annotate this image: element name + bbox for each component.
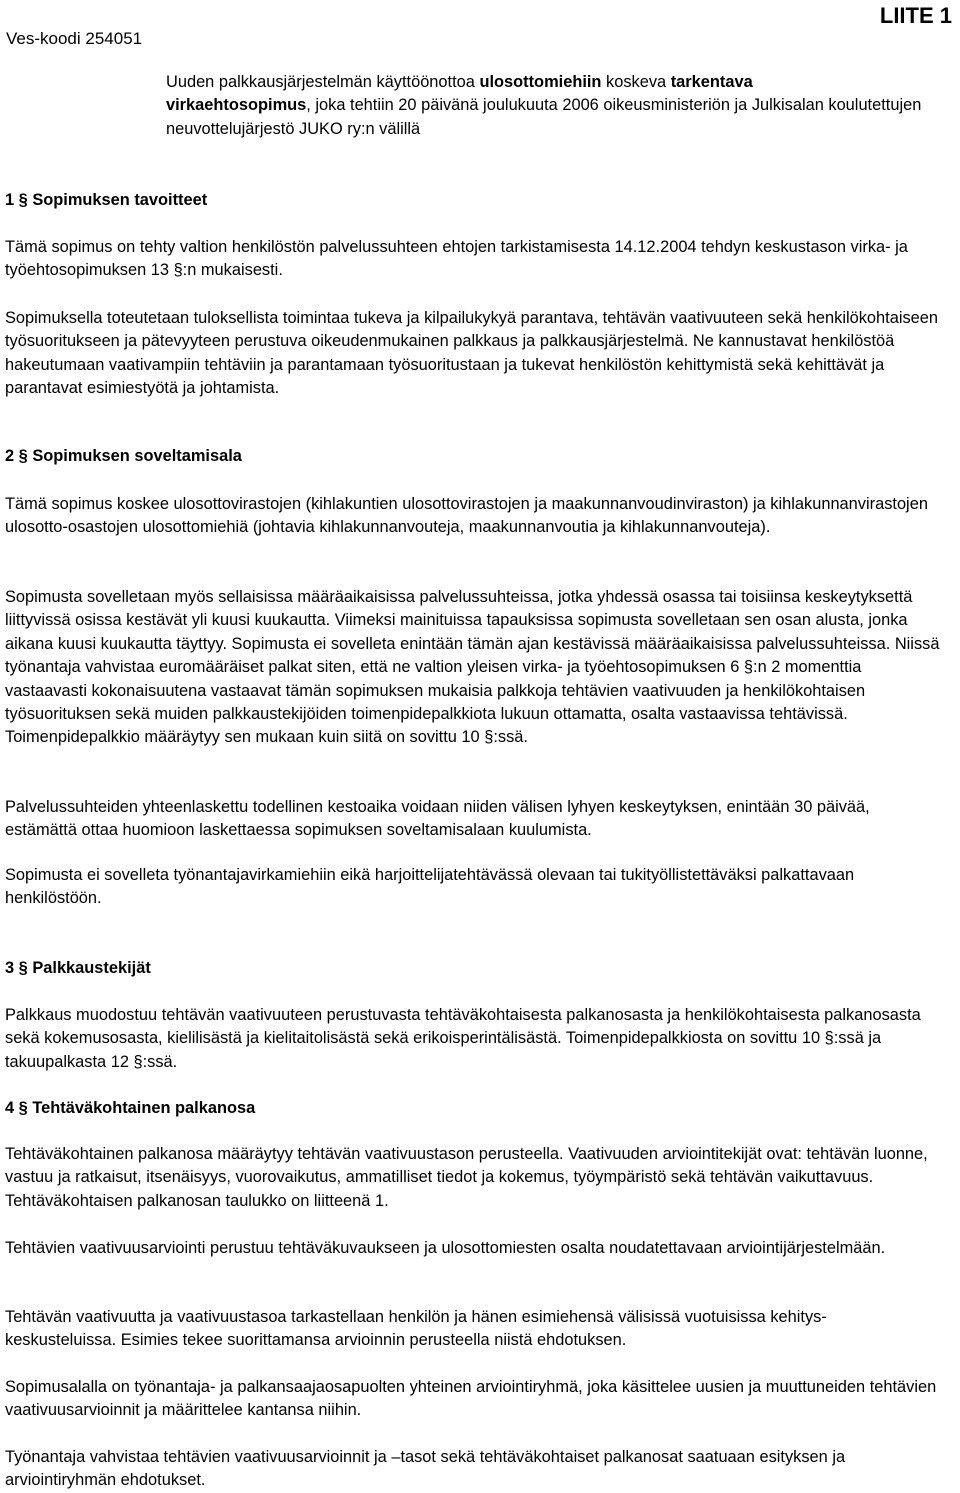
intro-text: , joka tehtiin 20 päivänä joulukuuta 2006 oikeusministeriön ja Julkisalan koulutettujen neuvottelujärjestö JUKO ry:n välillä <box>166 96 922 138</box>
paragraph: Palkkaus muodostuu tehtävän vaativuuteen perustuvasta tehtäväkohtaisesta palkanosasta ja henkilökohtaisesta palkanosasta sekä kokemusosasta, kielilisästä ja kielitaitolisästä sekä erikoisperintälisästä. Toimenpidepalkkiosta on sovittu 10 §:ssä ja takuupalkasta 12 §:ssä. <box>5 1006 921 1071</box>
section-heading: 4 § Tehtäväkohtainen palkanosa <box>5 1099 256 1117</box>
intro-emphasis: virkaehtosopimus <box>166 96 307 115</box>
agreement-title <box>166 71 946 141</box>
paragraph: Työnantaja vahvistaa tehtävien vaativuusarvioinnit ja –tasot sekä tehtäväkohtaiset palkanosat saatuaan esityksen ja arviointiryhmän ehdotukset. <box>5 1448 846 1490</box>
paragraph: Tämä sopimus on tehty valtion henkilöstön palvelussuhteen ehtojen tarkistamisesta 14.12.2004 tehdyn keskustason virka- ja työehtosopimuksen 13 §:n mukaisesti. <box>5 238 908 280</box>
section-heading: 2 § Sopimuksen soveltamisala <box>5 447 242 465</box>
intro-text: Uuden palkkausjärjestelmän käyttöönottoa <box>166 73 480 91</box>
intro-emphasis: ulosottomiehiin <box>479 73 602 91</box>
paragraph: Tehtävien vaativuusarviointi perustuu tehtäväkuvaukseen ja ulosottomiesten osalta noudatettavaan arviointijärjestelmään. <box>5 1239 886 1257</box>
section-heading: 1 § Sopimuksen tavoitteet <box>5 191 208 209</box>
paragraph: Palvelussuhteiden yhteenlaskettu todellinen kestoaika voidaan niiden välisen lyhyen keskeytyksen, enintään 30 päivää, estämättä ottaa huomioon laskettaessa sopimuksen soveltamisalaan kuulumista. <box>5 798 870 840</box>
paragraph: Sopimusalalla on työnantaja- ja palkansaajaosapuolten yhteinen arviointiryhmä, joka käsittelee uusien ja muuttuneiden tehtävien vaativuusarvioinnit ja määrittelee kantansa niihin. <box>5 1378 937 1420</box>
paragraph: Tehtävän vaativuutta ja vaativuustasoa tarkastellaan henkilön ja hänen esimiehensä välisissä vuotuisissa kehitys- keskusteluissa. Esimies tekee suorittamansa arvioinnin perusteella niistä ehdotuksen. <box>5 1308 827 1350</box>
paragraph: Sopimusta sovelletaan myös sellaisissa määräaikaisissa palvelussuhteissa, jotka yhdessä osassa tai toisiinsa keskeytyksettä liittyvissä osissa kestävät yli kuusi kuukautta. Viimeksi mainituissa tapauksissa sopimusta sovelletaan sen osan alusta, jonka aikana kuusi kuukautta täyttyy. Sopimusta ei sovelleta enintään tämän ajan kestävissä määräaikaisissa palvelussuhteissa. Niissä työnantaja vahvistaa euromääräiset palkat siten, että ne valtion yleisen virka- ja työehtosopimuksen 6 §:n 2 momenttia vastaavasti kokonaisuutena vastaavat tämän sopimuksen mukaisia palkkoja tehtävien vaativuuden ja henkilökohtaisen työsuorituksen sekä muiden palkkaustekijöiden toimenpidepalkkiota lukuun ottamatta, osalta vastaavissa tehtävissä. Toimenpidepalkkio määräytyy sen mukaan kuin siitä on sovittu 10 §:ssä. <box>5 588 940 747</box>
document-code: Ves-koodi 254051 <box>6 29 143 48</box>
intro-text: koskeva <box>601 73 671 91</box>
paragraph: Sopimuksella toteutetaan tuloksellista toimintaa tukeva ja kilpailukykyä parantava, tehtävän vaativuuteen sekä henkilökohtaiseen työsuoritukseen ja pätevyyteen perustuva oikeudenmukainen palkkaus ja palkkausjärjestelmä. Ne kannustavat henkilöstöä hakeutumaan vaativampiin tehtäviin ja parantamaan työsuoritustaan ja tukevat henkilöstön kehittymistä sekä kehittävät ja parantavat esimiestyötä ja johtamista. <box>5 309 939 398</box>
appendix-label: LIITE 1 <box>879 3 952 28</box>
intro-emphasis: tarkentava <box>670 73 753 91</box>
section-heading: 3 § Palkkaustekijät <box>5 959 151 977</box>
paragraph: Sopimusta ei sovelleta työnantajavirkamiehiin eikä harjoittelijatehtävässä olevaan tai tukityöllistettäväksi palkattavaan henkilöstöön. <box>5 866 855 908</box>
paragraph: Tämä sopimus koskee ulosottovirastojen (kihlakuntien ulosottovirastojen ja maakunnanvoudinviraston) ja kihlakunnanvirastojen ulosotto-osastojen ulosottomiehiä (johtavia kihlakunnanvouteja, maakunnanvoutia ja kihlakunnanvouteja). <box>5 495 928 537</box>
paragraph: Tehtäväkohtainen palkanosa määräytyy tehtävän vaativuustason perusteella. Vaativuuden arviointitekijät ovat: tehtävän luonne, vastuu ja ratkaisut, itsenäisyys, vuorovaikutus, ammatilliset tiedot ja kokemus, työympäristö sekä tehtävän vaikuttavuus. Tehtäväkohtaisen palkanosan taulukko on liitteenä 1. <box>5 1145 928 1210</box>
